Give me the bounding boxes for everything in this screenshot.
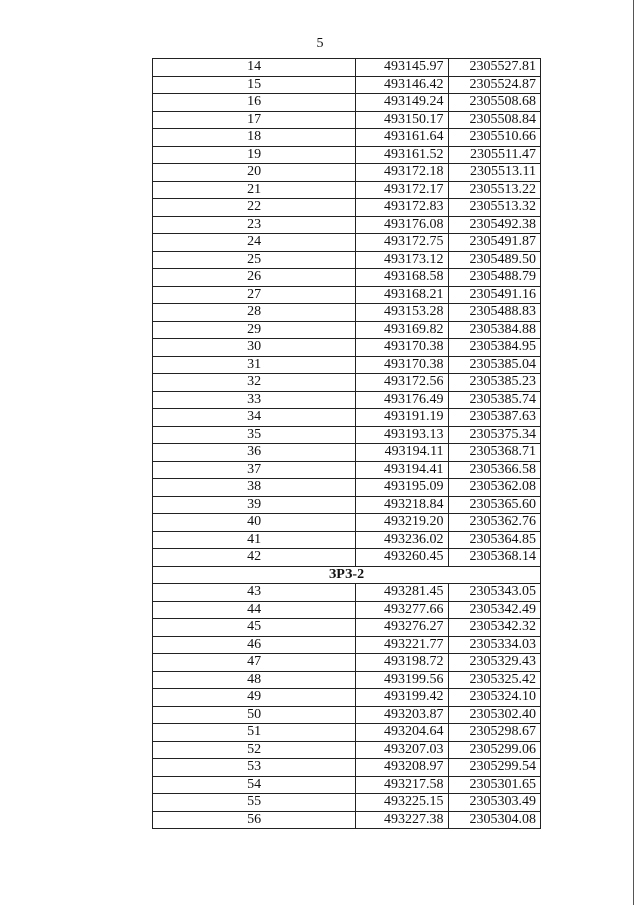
x-coordinate-cell: 493168.21: [356, 286, 448, 304]
table-row: [153, 479, 541, 497]
y-coordinate-cell: 2305324.10: [448, 689, 540, 707]
x-coordinate-cell: 493145.97: [356, 59, 448, 77]
table-row: [153, 741, 541, 759]
y-coordinate-cell: 2305329.43: [448, 654, 540, 672]
point-number-cell: 16: [153, 94, 356, 112]
point-number-cell: 36: [153, 444, 356, 462]
point-number-cell: 15: [153, 76, 356, 94]
y-coordinate-cell: 2305365.60: [448, 496, 540, 514]
y-coordinate-cell: 2305488.83: [448, 304, 540, 322]
x-coordinate-cell: 493168.58: [356, 269, 448, 287]
section-label: ЗРЗ-2: [153, 566, 541, 584]
table-row: [153, 409, 541, 427]
table-row: [153, 234, 541, 252]
x-coordinate-cell: 493169.82: [356, 321, 448, 339]
x-coordinate-cell: 493227.38: [356, 811, 448, 829]
y-coordinate-cell: 2305334.03: [448, 636, 540, 654]
x-coordinate-cell: 493221.77: [356, 636, 448, 654]
y-coordinate-cell: 2305301.65: [448, 776, 540, 794]
y-coordinate-cell: 2305385.23: [448, 374, 540, 392]
x-coordinate-cell: 493172.83: [356, 199, 448, 217]
table-row: [153, 514, 541, 532]
table-row: [153, 689, 541, 707]
point-number-cell: 32: [153, 374, 356, 392]
y-coordinate-cell: 2305384.88: [448, 321, 540, 339]
point-number-cell: 23: [153, 216, 356, 234]
point-number-cell: 44: [153, 601, 356, 619]
coordinates-block-1: [153, 59, 541, 567]
table-row: [153, 181, 541, 199]
x-coordinate-cell: 493176.08: [356, 216, 448, 234]
y-coordinate-cell: 2305342.32: [448, 619, 540, 637]
x-coordinate-cell: 493281.45: [356, 584, 448, 602]
table-row: [153, 759, 541, 777]
point-number-cell: 41: [153, 531, 356, 549]
point-number-cell: 50: [153, 706, 356, 724]
y-coordinate-cell: 2305343.05: [448, 584, 540, 602]
y-coordinate-cell: 2305491.87: [448, 234, 540, 252]
point-number-cell: 51: [153, 724, 356, 742]
table-row: [153, 391, 541, 409]
y-coordinate-cell: 2305299.54: [448, 759, 540, 777]
y-coordinate-cell: 2305375.34: [448, 426, 540, 444]
point-number-cell: 54: [153, 776, 356, 794]
point-number-cell: 45: [153, 619, 356, 637]
point-number-cell: 30: [153, 339, 356, 357]
table-row: [153, 94, 541, 112]
table-row: [153, 111, 541, 129]
y-coordinate-cell: 2305325.42: [448, 671, 540, 689]
table-row: [153, 654, 541, 672]
x-coordinate-cell: 493207.03: [356, 741, 448, 759]
table-row: [153, 216, 541, 234]
table-row: [153, 549, 541, 567]
point-number-cell: 56: [153, 811, 356, 829]
table-row: [153, 619, 541, 637]
y-coordinate-cell: 2305362.08: [448, 479, 540, 497]
x-coordinate-cell: 493260.45: [356, 549, 448, 567]
table-row: [153, 129, 541, 147]
point-number-cell: 34: [153, 409, 356, 427]
table-row: [153, 286, 541, 304]
x-coordinate-cell: 493199.56: [356, 671, 448, 689]
y-coordinate-cell: 2305366.58: [448, 461, 540, 479]
y-coordinate-cell: 2305387.63: [448, 409, 540, 427]
point-number-cell: 48: [153, 671, 356, 689]
x-coordinate-cell: 493172.18: [356, 164, 448, 182]
page-number: 5: [316, 36, 324, 51]
x-coordinate-cell: 493218.84: [356, 496, 448, 514]
y-coordinate-cell: 2305513.11: [448, 164, 540, 182]
x-coordinate-cell: 493191.19: [356, 409, 448, 427]
table-row: [153, 59, 541, 77]
table-row: [153, 304, 541, 322]
table-row: [153, 636, 541, 654]
point-number-cell: 38: [153, 479, 356, 497]
point-number-cell: 39: [153, 496, 356, 514]
point-number-cell: 22: [153, 199, 356, 217]
point-number-cell: 43: [153, 584, 356, 602]
x-coordinate-cell: 493219.20: [356, 514, 448, 532]
table-row: [153, 426, 541, 444]
x-coordinate-cell: 493172.56: [356, 374, 448, 392]
x-coordinate-cell: 493204.64: [356, 724, 448, 742]
x-coordinate-cell: 493149.24: [356, 94, 448, 112]
y-coordinate-cell: 2305489.50: [448, 251, 540, 269]
point-number-cell: 19: [153, 146, 356, 164]
x-coordinate-cell: 493208.97: [356, 759, 448, 777]
table-row: [153, 584, 541, 602]
y-coordinate-cell: 2305299.06: [448, 741, 540, 759]
x-coordinate-cell: 493161.52: [356, 146, 448, 164]
x-coordinate-cell: 493153.28: [356, 304, 448, 322]
x-coordinate-cell: 493170.38: [356, 356, 448, 374]
table-row: [153, 146, 541, 164]
x-coordinate-cell: 493146.42: [356, 76, 448, 94]
point-number-cell: 31: [153, 356, 356, 374]
table-row: [153, 811, 541, 829]
y-coordinate-cell: 2305362.76: [448, 514, 540, 532]
table-row: [153, 496, 541, 514]
point-number-cell: 20: [153, 164, 356, 182]
x-coordinate-cell: 493170.38: [356, 339, 448, 357]
point-number-cell: 24: [153, 234, 356, 252]
point-number-cell: 55: [153, 794, 356, 812]
y-coordinate-cell: 2305304.08: [448, 811, 540, 829]
x-coordinate-cell: 493193.13: [356, 426, 448, 444]
x-coordinate-cell: 493236.02: [356, 531, 448, 549]
y-coordinate-cell: 2305385.74: [448, 391, 540, 409]
table-row: [153, 706, 541, 724]
point-number-cell: 33: [153, 391, 356, 409]
y-coordinate-cell: 2305298.67: [448, 724, 540, 742]
coordinates-table: [152, 58, 541, 829]
y-coordinate-cell: 2305491.16: [448, 286, 540, 304]
section-row: [153, 566, 541, 584]
y-coordinate-cell: 2305492.38: [448, 216, 540, 234]
table-row: [153, 269, 541, 287]
point-number-cell: 21: [153, 181, 356, 199]
y-coordinate-cell: 2305385.04: [448, 356, 540, 374]
y-coordinate-cell: 2305510.66: [448, 129, 540, 147]
point-number-cell: 27: [153, 286, 356, 304]
point-number-cell: 17: [153, 111, 356, 129]
table-row: [153, 531, 541, 549]
table-row: [153, 199, 541, 217]
point-number-cell: 47: [153, 654, 356, 672]
table-row: [153, 321, 541, 339]
point-number-cell: 46: [153, 636, 356, 654]
y-coordinate-cell: 2305508.84: [448, 111, 540, 129]
x-coordinate-cell: 493194.41: [356, 461, 448, 479]
point-number-cell: 25: [153, 251, 356, 269]
table-row: [153, 76, 541, 94]
x-coordinate-cell: 493173.12: [356, 251, 448, 269]
table-row: [153, 164, 541, 182]
y-coordinate-cell: 2305368.14: [448, 549, 540, 567]
table-row: [153, 444, 541, 462]
y-coordinate-cell: 2305368.71: [448, 444, 540, 462]
x-coordinate-cell: 493161.64: [356, 129, 448, 147]
section-header: [153, 566, 541, 584]
y-coordinate-cell: 2305513.22: [448, 181, 540, 199]
table-row: [153, 461, 541, 479]
y-coordinate-cell: 2305524.87: [448, 76, 540, 94]
point-number-cell: 29: [153, 321, 356, 339]
x-coordinate-cell: 493150.17: [356, 111, 448, 129]
point-number-cell: 37: [153, 461, 356, 479]
x-coordinate-cell: 493198.72: [356, 654, 448, 672]
table-row: [153, 601, 541, 619]
table-row: [153, 724, 541, 742]
point-number-cell: 52: [153, 741, 356, 759]
table-row: [153, 671, 541, 689]
x-coordinate-cell: 493203.87: [356, 706, 448, 724]
y-coordinate-cell: 2305384.95: [448, 339, 540, 357]
table-row: [153, 794, 541, 812]
coordinates-block-2: [153, 584, 541, 829]
x-coordinate-cell: 493225.15: [356, 794, 448, 812]
y-coordinate-cell: 2305511.47: [448, 146, 540, 164]
x-coordinate-cell: 493176.49: [356, 391, 448, 409]
x-coordinate-cell: 493172.17: [356, 181, 448, 199]
x-coordinate-cell: 493172.75: [356, 234, 448, 252]
point-number-cell: 40: [153, 514, 356, 532]
point-number-cell: 35: [153, 426, 356, 444]
table-row: [153, 356, 541, 374]
table-row: [153, 251, 541, 269]
y-coordinate-cell: 2305303.49: [448, 794, 540, 812]
x-coordinate-cell: 493276.27: [356, 619, 448, 637]
point-number-cell: 42: [153, 549, 356, 567]
point-number-cell: 53: [153, 759, 356, 777]
x-coordinate-cell: 493277.66: [356, 601, 448, 619]
y-coordinate-cell: 2305302.40: [448, 706, 540, 724]
y-coordinate-cell: 2305513.32: [448, 199, 540, 217]
y-coordinate-cell: 2305364.85: [448, 531, 540, 549]
point-number-cell: 18: [153, 129, 356, 147]
table-row: [153, 374, 541, 392]
point-number-cell: 26: [153, 269, 356, 287]
y-coordinate-cell: 2305342.49: [448, 601, 540, 619]
table-row: [153, 776, 541, 794]
point-number-cell: 28: [153, 304, 356, 322]
x-coordinate-cell: 493195.09: [356, 479, 448, 497]
point-number-cell: 49: [153, 689, 356, 707]
x-coordinate-cell: 493194.11: [356, 444, 448, 462]
y-coordinate-cell: 2305508.68: [448, 94, 540, 112]
x-coordinate-cell: 493199.42: [356, 689, 448, 707]
y-coordinate-cell: 2305527.81: [448, 59, 540, 77]
table-row: [153, 339, 541, 357]
x-coordinate-cell: 493217.58: [356, 776, 448, 794]
y-coordinate-cell: 2305488.79: [448, 269, 540, 287]
point-number-cell: 14: [153, 59, 356, 77]
scan-edge-line: [633, 0, 634, 905]
